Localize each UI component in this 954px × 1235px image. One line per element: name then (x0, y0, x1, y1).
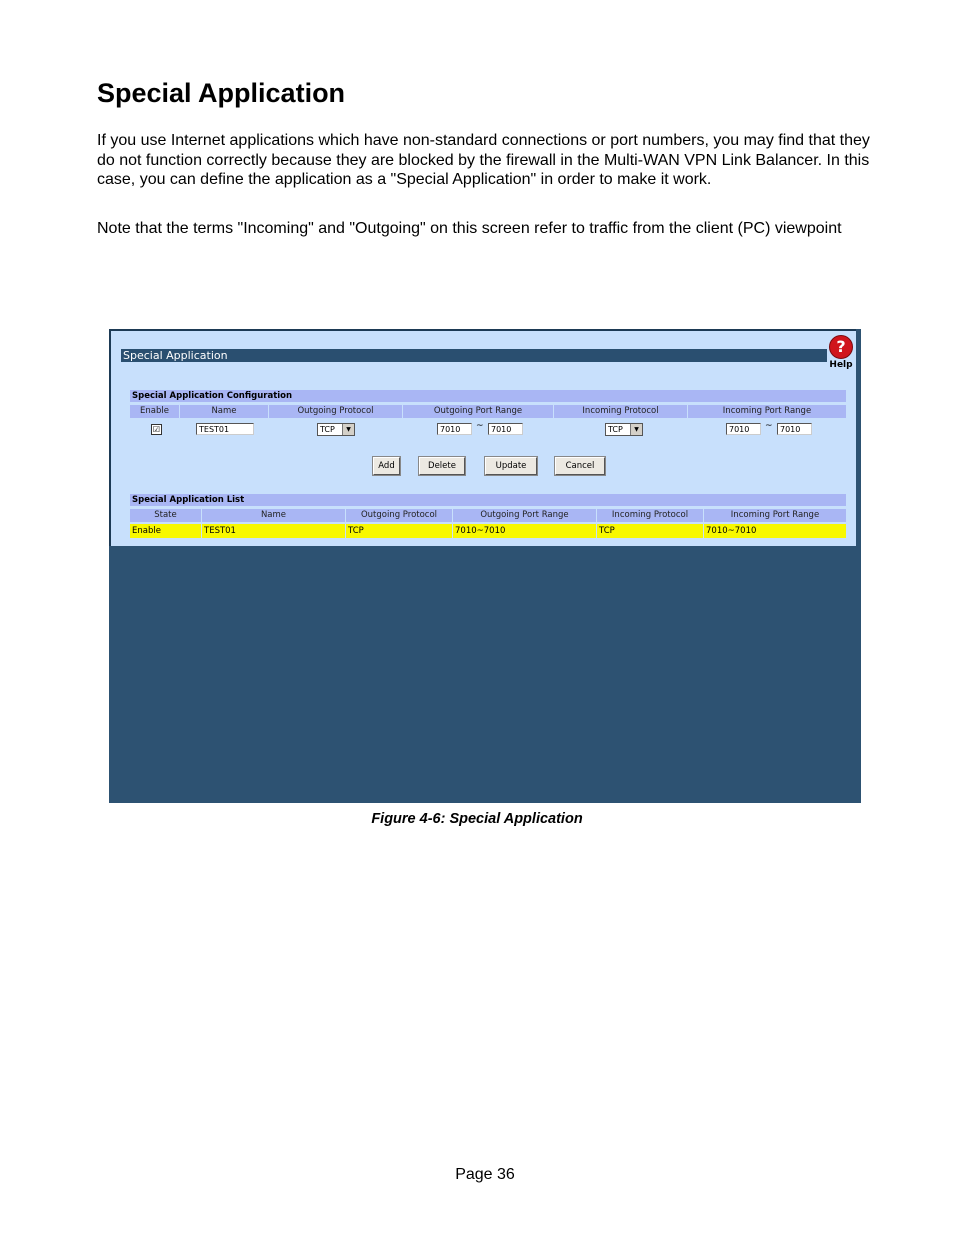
update-button[interactable]: Update (485, 457, 537, 475)
cell-incoming-protocol: TCP (597, 524, 703, 538)
help-label: Help (829, 360, 853, 370)
list-col-incoming-port-range: Incoming Port Range (704, 509, 846, 522)
intro-paragraph: If you use Internet applications which have non-standard connections or port numbers, you may find that they do not function correctly because they are blocked by the firewall in the Multi-WAN VPN Link Balancer. In this case, you can define the application as a "Special Application" in order to make it work. (97, 132, 870, 188)
list-col-name: Name (202, 509, 345, 522)
note-paragraph: Note that the terms "Incoming" and "Outgoing" on this screen refer to traffic from the client (PC) viewpoint (97, 220, 842, 237)
col-name: Name (180, 405, 268, 418)
cell-outgoing-port-range: 7010~7010 (453, 524, 596, 538)
outgoing-port-to-input[interactable]: 7010 (488, 423, 523, 435)
list-section-header: Special Application List (130, 494, 846, 506)
cell-outgoing-protocol: TCP (346, 524, 452, 538)
screenshot-frame (109, 329, 861, 803)
help-link[interactable] (826, 335, 856, 370)
col-enable: Enable (130, 405, 179, 418)
enable-checkbox[interactable]: ☑ (152, 425, 161, 434)
incoming-range-separator: ~ (765, 421, 773, 431)
incoming-protocol-select[interactable] (605, 423, 643, 436)
outgoing-protocol-select[interactable] (317, 423, 355, 436)
config-column-headers (130, 405, 846, 418)
outgoing-port-from-input[interactable]: 7010 (437, 423, 472, 435)
page-heading: Special Application (97, 78, 346, 108)
col-incoming-port-range: Incoming Port Range (688, 405, 846, 418)
col-outgoing-port-range: Outgoing Port Range (403, 405, 553, 418)
config-input-row (130, 420, 846, 438)
incoming-port-to-input[interactable]: 7010 (777, 423, 812, 435)
help-icon[interactable]: ? (829, 335, 853, 359)
incoming-port-from-input[interactable]: 7010 (726, 423, 761, 435)
col-outgoing-protocol: Outgoing Protocol (269, 405, 402, 418)
table-row[interactable] (130, 524, 846, 538)
page-number: Page 36 (455, 1166, 515, 1183)
col-incoming-protocol: Incoming Protocol (554, 405, 687, 418)
cell-state: Enable (130, 524, 201, 538)
figure-caption: Figure 4-6: Special Application (371, 811, 583, 827)
list-col-state: State (130, 509, 201, 522)
cancel-button[interactable]: Cancel (555, 457, 605, 475)
list-col-outgoing-protocol: Outgoing Protocol (346, 509, 452, 522)
list-col-incoming-protocol: Incoming Protocol (597, 509, 703, 522)
chevron-down-icon[interactable]: ▼ (342, 424, 354, 435)
list-col-outgoing-port-range: Outgoing Port Range (453, 509, 596, 522)
chevron-down-icon[interactable]: ▼ (630, 424, 642, 435)
screen-title-bar: Special Application (121, 349, 827, 362)
config-section-header: Special Application Configuration (130, 390, 846, 402)
list-column-headers (130, 509, 846, 522)
add-button[interactable]: Add (373, 457, 400, 475)
special-application-panel (109, 329, 856, 546)
outgoing-protocol-value: TCP (320, 425, 335, 434)
name-input[interactable]: TEST01 (196, 423, 254, 435)
cell-name: TEST01 (202, 524, 345, 538)
incoming-protocol-value: TCP (608, 425, 623, 434)
outgoing-range-separator: ~ (476, 421, 484, 431)
delete-button[interactable]: Delete (419, 457, 465, 475)
cell-incoming-port-range: 7010~7010 (704, 524, 846, 538)
